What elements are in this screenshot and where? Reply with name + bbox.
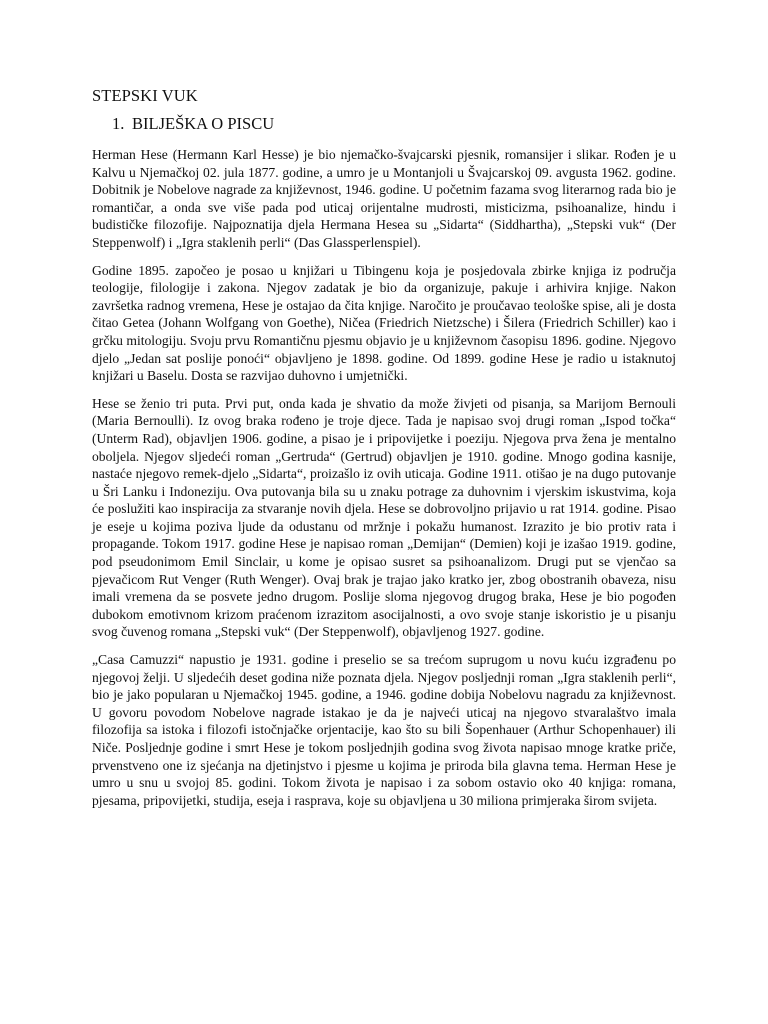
- paragraph-marriages: Hese se ženio tri puta. Prvi put, onda kada je shvatio da može živjeti od pisanja, sa Marijom Bernouli (Maria Bernoulli). Iz ovog braka rođeno je troje djece. Tada je napisao svoj drugi roman „Ispod točka“ (Unterm Rad), objavljen 1906. godine, a pisao je i pripovijetke i poeziju. Njegova prva žena je mentalno oboljela. Njegov sljedeći roman „Gertruda“ (Gertrud) objavljen je 1910. godine. Mnogo godina kasnije, nastaće njegovo remek-djelo „Sidarta“, proizašlo iz ovih uticaja. Godine 1911. otišao je na dugo putovanje u Šri Lanku i Indoneziju. Ova putovanja bila su u znaku potrage za duhovnim i vjerskim iskustvima, koja će poslužiti kao inspiracija za stvaranje novih djela. Hese se dobrovoljno prijavio u rat 1914. godine. Pisao je eseje u kojima poziva ljude da odustanu od mržnje i pokažu humanost. Izrazito je bio protiv rata i propagande. Tokom 1917. godine Hese je napisao roman „Demijan“ (Demien) koji je izašao 1919. godine, pod pseudonimom Emil Sinclair, u kome je opisao susret sa psihoanalizom. Drugi put se vjenčao sa pjevačicom Rut Venger (Ruth Wenger). Ovaj brak je trajao jako kratko jer, zbog obostranih obaveza, nisu imali vremena da se posvete jedno drugom. Poslije sloma njegovog drugog braka, Hese je bio pogođen dubokom emotivnom krizom praćenom izrazitom asocijalnosti, a ovo svoje stanje iskoristio je u pisanju svog čuvenog romana „Stepski vuk“ (Der Steppenwolf), objavljenog 1927. godine.: [92, 395, 676, 640]
- paragraph-biography-intro: Herman Hese (Hermann Karl Hesse) je bio njemačko-švajcarski pjesnik, romansijer i slikar. Rođen je u Kalvu u Njemačkoj 02. jula 1877. godine, a umro je u Montanjoli u Švajcarskoj 09. avgusta 1962. godine. Dobitnik je Nobelove nagrade za književnost, 1946. godine. U početnim fazama svog literarnog rada bio je romantičar, a onda sve više pada pod uticaj orijentalne mudrosti, misticizma, psihoanalize, hindu i budističke filozofije. Najpoznatija djela Hermana Hesea su „Sidarta“ (Siddhartha), „Stepski vuk“ (Der Steppenwolf) i „Igra staklenih perli“ (Das Glassperlenspiel).: [92, 147, 676, 250]
- section-heading-text: BILJEŠKA O PISCU: [132, 114, 275, 133]
- section-heading: [92, 114, 676, 134]
- section-number: 1.: [112, 114, 125, 133]
- document-page: [92, 86, 676, 819]
- paragraph-late-life: „Casa Camuzzi“ napustio je 1931. godine i preselio se sa trećom suprugom u novu kuću izgrađenu po njegovoj želji. U sljedećih deset godina niže poznata djela. Njegov posljednji roman „Igra staklenih perli“, bio je jako popularan u Njemačkoj 1945. godine, a 1946. godine dobija Nobelovu nagradu za književnost. U govoru povodom Nobelove nagrade istakao je da je najveći uticaj na njegovo stvaralaštvo imala filozofija sa istoka i filozofi istočnjačke orjentacije, kao što su bili Šopenhauer (Arthur Schopenhauer) ili Niče. Posljednje godine i smrt Hese je tokom posljednjih godina svog života napisao mnoge kratke priče, prvenstveno one iz sjećanja na djetinjstvo i pjesme u kojima je priroda bila glavna tema. Herman Hese je umro u snu u svojoj 85. godini. Tokom života je napisao i za sobom ostavio oko 40 knjiga: romana, pjesama, pripovijetki, studija, eseja i rasprava, koje su objavljena u 30 miliona primjeraka širom svijeta.: [92, 652, 676, 808]
- document-title: STEPSKI VUK: [92, 86, 198, 105]
- paragraph-early-career: Godine 1895. započeo je posao u knjižari u Tibingenu koja je posjedovala zbirke knjiga iz područja teologije, filologije i zakona. Njegov zadatak je bio da organizuje, pakuje i arhivira knjige. Nakon završetka radnog vremena, Hese je ostajao da čita knjige. Naročito je proučavao teološke spise, ali je dosta čitao Getea (Johann Wolfgang von Goethe), Ničea (Friedrich Nietzsche) i Šilera (Friedrich Schiller) kao i grčku mitologiju. Svoju prvu Romantičnu pjesmu objavio je u književnom časopisu 1896. godine. Njegovo djelo „Jedan sat poslije ponoći“ objavljeno je 1898. godine. Od 1899. godine Hese je radio u istaknutoj knjižari u Baselu. Dosta se razvijao duhovno i umjetnički.: [92, 262, 676, 384]
